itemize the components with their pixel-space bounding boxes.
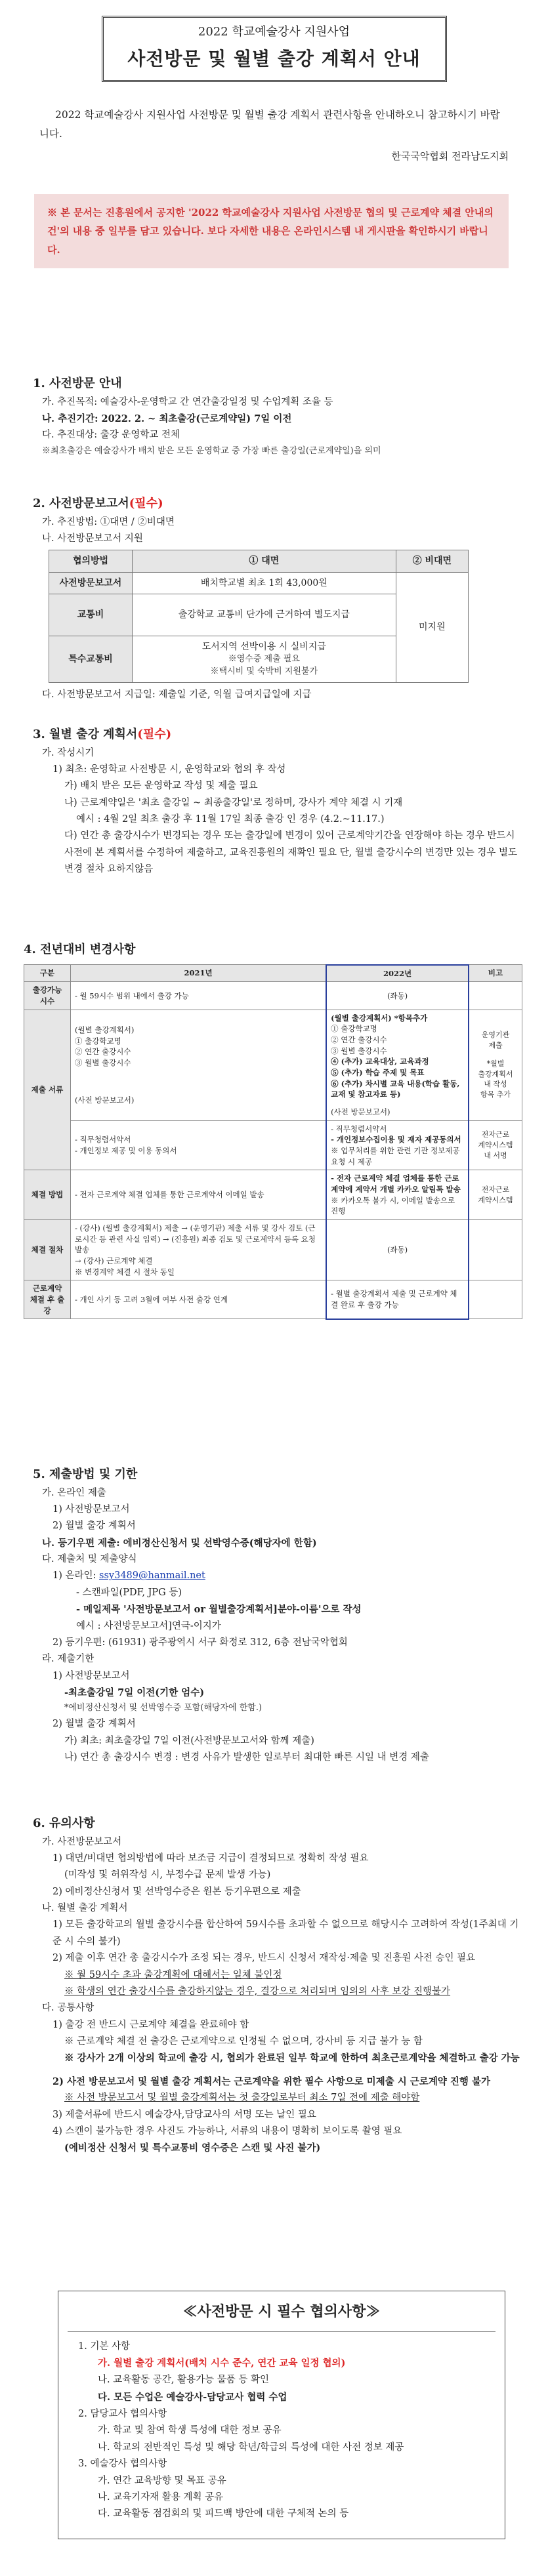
section-6-heading: 6. 유의사항: [33, 1816, 95, 1830]
title-box: [102, 16, 447, 82]
t2-cell: - (강사) (월별 출강계획서) 제출 → (운영기관) 제출 서류 및 강사 검토 (근로시간 등 관련 사실 입력) → (진흥원) 최종 검토 및 근로계약서 등록 요청 발송 → (강사) 근로계약 체결 ※ 변경계약 체결 시 절차 동일: [71, 1219, 327, 1280]
visit-report-table: [49, 550, 469, 683]
t1-row-label: 교통비: [49, 594, 133, 636]
t2-cell-2021-docs: (월별 출강계획서) ① 출강학교명 ② 연간 출강시수 ③ 월별 출강시수 (사전 방문보고서): [71, 1010, 327, 1120]
consultation-title: ≪사전방문 시 필수 협의사항≫: [182, 2303, 381, 2320]
section-3: [33, 724, 522, 878]
s5-item: 나) 연간 총 출강시수 변경 : 변경 사유가 발생한 일로부터 최대한 빠른 시일 내 변경 제출: [64, 1751, 429, 1763]
t2-note: 전자근로 계약시스템: [469, 1170, 522, 1220]
s6-item: 2) 사전 방문보고서 및 월별 출강 계획서는 근로계약을 위한 필수 사항으로 미제출 시 근로계약 진행 불가: [53, 2075, 490, 2087]
t2-cell: (좌동): [326, 982, 469, 1010]
section-5-heading: 5. 제출방법 및 기한: [33, 1467, 138, 1481]
s5-item: - 메일제목 '사전방문보고서 or 월별출강계획서]분야-이름'으로 작성: [76, 1604, 362, 1616]
t2-row-label: 체결 방법: [24, 1170, 71, 1220]
section-4-heading: 4. 전년대비 변경사항: [24, 943, 136, 956]
section-6: [33, 1813, 522, 2157]
document-page: [0, 16, 548, 2576]
t2-cell: - 월 59시수 범위 내에서 출강 가능: [71, 982, 327, 1010]
s6-item: 1) 모든 출강학교의 월별 출강시수를 합산하여 59시수를 초과할 수 없으므로 해당시수 고려하여 작성(1주최대 기준 시 수의 불가): [53, 1919, 519, 1947]
s5-item: 2) 등기우편: (61931) 광주광역시 서구 화정로 312, 6층 전남국악협회: [53, 1637, 348, 1648]
document-title: 사전방문 및 월별 출강 계획서 안내: [127, 47, 421, 70]
t2-row-label: 제출 서류: [24, 1010, 71, 1170]
document-subtitle: 2022 학교예술강사 지원사업: [198, 25, 350, 39]
t2-header: 구분: [24, 965, 71, 982]
s6-item: 4) 스캔이 불가능한 경우 사진도 가능하나, 서류의 내용이 명확히 보이도록 촬영 필요: [53, 2125, 402, 2136]
s6-item: (미작성 및 허위작성 시, 부정수급 문제 발생 가능): [64, 1870, 271, 1881]
t1-cell: 배치학교별 최초 1회 43,000원: [133, 572, 396, 594]
consult-item: 1. 기본 사항: [78, 2341, 131, 2352]
t1-header-face: ① 대면: [133, 550, 396, 572]
s6-item: 2) 에비정산신청서 및 선박영수증은 원본 등기우편으로 제출: [53, 1886, 301, 1897]
consult-item: 나. 교육기자재 활용 계획 공유: [98, 2491, 224, 2503]
t2-header: 비고: [469, 965, 522, 982]
signer: 한국국악협회 전라남도지회: [391, 150, 509, 163]
consult-item: 다. 모든 수업은 예술강사-담당교사 협력 수업: [98, 2391, 287, 2403]
s6-item: 2) 제출 이후 연간 총 출강시수가 조정 되는 경우, 반드시 신청서 재작성·제출 및 진흥원 사전 승인 필요: [53, 1953, 476, 1964]
consult-item: 나. 교육활동 공간, 활용가능 물품 등 확인: [98, 2375, 269, 2386]
changes-table: [24, 964, 522, 1320]
t2-cell: - 직무청렴서약서 - 개인정보 제공 및 이용 동의서: [71, 1120, 327, 1170]
s5-item: 2) 월별 출강 계획서: [53, 1719, 136, 1730]
s5-example: 예시 : 사전방문보고서]연극-이지가: [76, 1620, 221, 1631]
consult-item: 나. 학교의 전반적인 특성 및 해당 학년/학급의 특성에 대한 사전 정보 제공: [98, 2442, 404, 2453]
t1-header-method: 협의방법: [49, 550, 133, 572]
section-2: [33, 493, 522, 703]
s2-item-method: 가. 추진방법: ①대면 / ②비대면: [42, 516, 175, 527]
s1-item-target: 다. 추진대상: 출강 운영학교 전체: [42, 430, 180, 441]
s2-footer: 다. 사전방문보고서 지급일: 제출일 기준, 익월 급여지급일에 지급: [42, 689, 312, 700]
s5-item: 나. 등기우편 제출: 에비정산신청서 및 선박영수증(해당자에 한함): [42, 1537, 317, 1549]
s2-item-support: 나. 사전방문보고서 지원: [42, 533, 143, 544]
s6-item: ※ 월 59시수 초과 출강계획에 대해서는 일체 불인정: [64, 1969, 282, 1980]
t2-row-label: 체결 절차: [24, 1219, 71, 1280]
consult-item: 3. 예술강사 협의사항: [78, 2459, 167, 2470]
s3-item: 가) 배치 받은 모든 운영학교 작성 및 제출 필요: [64, 781, 258, 792]
s3-item: 나) 근로계약일은 '최초 출강일 ~ 최종출강일'로 정하며, 강사가 계약 체결 시 기재: [64, 797, 403, 808]
t2-cell: - 전자 근로계약 체결 업체를 통한 근로계약서 이메일 발송: [71, 1170, 327, 1220]
t2-note: [469, 1280, 522, 1319]
t2-header: 2021년: [71, 965, 327, 982]
section-4: [24, 939, 522, 1320]
consultation-list: [68, 2331, 495, 2527]
t1-row-label: 특수교통비: [49, 636, 133, 682]
s1-note: ※최초출강은 예술강사가 배치 받은 모든 운영학교 중 가장 빠른 출강일(근로계약일)을 의미: [42, 445, 381, 456]
s3-example: 예시 : 4월 2일 최초 출강 후 11월 17일 최종 출강 인 경우 (4.2.~11.17.): [76, 814, 385, 825]
s6-item: 가. 사전방문보고서: [42, 1836, 122, 1847]
t1-nonface-cell: 미지원: [396, 572, 468, 682]
consultation-box: [58, 2291, 505, 2539]
t2-note: 전자근로 계약시스템 내 서명: [469, 1120, 522, 1170]
t2-cell: (좌동): [326, 1219, 469, 1280]
s5-online: 1) 온라인: ssy3489@hanmail.net: [53, 1570, 205, 1582]
s6-item: ※ 근로계약 체결 전 출강은 근로계약으로 인정될 수 없으며, 강사비 등 지급 불가 능 함: [64, 2036, 423, 2047]
s5-item: 2) 월별 출강 계획서: [53, 1521, 136, 1532]
s5-item: 1) 사전방문보고서: [53, 1503, 130, 1515]
t1-row-label: 사전방문보고서: [49, 572, 133, 594]
t2-cell: - 월별 출강계획서 제출 및 근로계약 체결 완료 후 출강 가능: [326, 1280, 469, 1319]
consult-item: 가. 연간 교육방향 및 목표 공유: [98, 2475, 226, 2486]
s1-item-period: 나. 추진기간: 2022. 2. ~ 최초출강(근로계약일) 7일 이전: [42, 413, 292, 424]
t2-row-label: 근로계약 체결 후 출강: [24, 1280, 71, 1319]
s6-item: 다. 공통사항: [42, 2003, 95, 2014]
section-5: [33, 1464, 522, 1766]
t1-cell: 도서지역 선박이용 시 실비지급 ※영수증 제출 필요 ※택시비 및 숙박비 지원불가: [133, 636, 396, 682]
consult-item: 다. 교육활동 점검회의 및 피드백 방안에 대한 구체적 논의 등: [98, 2508, 349, 2520]
s5-item: 가. 온라인 제출: [42, 1487, 106, 1498]
s5-item: 1) 사전방문보고서: [53, 1670, 130, 1681]
t2-row-label: 출강가능 시수: [24, 982, 71, 1010]
t1-cell: 출강학교 교통비 단가에 근거하여 별도지급: [133, 594, 396, 636]
s5-item: 가) 최초: 최초출강일 7일 이전(사전방문보고서와 함께 제출): [64, 1735, 314, 1746]
t2-cell-2022-docs: (월별 출강계획서) *항목추가 ① 출강학교명 ② 연간 출강시수 ③ 월별 출강시수 ④ (추가) 교육대상, 교육과정 ⑤ (추가) 학습 주제 및 목표 ⑥ (추가) 차시별 교육 내용(학습 활동, 교재 및 참고자료 등) (사전 방문보고서): [326, 1010, 469, 1120]
email-link[interactable]: ssy3489@hanmail.net: [99, 1570, 205, 1582]
section-2-heading: 2. 사전방문보고서(필수): [33, 497, 163, 510]
s5-item: -최초출강일 7일 이전(기한 엄수): [64, 1687, 205, 1698]
s5-item: *에비정산신청서 및 선박영수증 포함(해당자에 한함.): [64, 1703, 263, 1713]
s6-item: 1) 출강 전 반드시 근로계약 체결을 완료해야 함: [53, 2019, 249, 2030]
t2-cell: - 직무청렴서약서 - 개인정보수집이용 및 재자 제공동의서 ※ 업무처리를 위한 관련 기관 정보제공 요청 시 제공: [326, 1120, 469, 1170]
s5-item: 다. 제출처 및 제출양식: [42, 1554, 137, 1564]
s6-item: ※ 사전 방문보고서 및 월별 출강계획서는 첫 출강일로부터 최소 7일 전에 제출 해야함: [64, 2093, 420, 2104]
s5-item: - 스캔파일(PDF, JPG 등): [76, 1587, 182, 1598]
t1-header-nonface: ② 비대면: [396, 550, 468, 572]
section-1-heading: 1. 사전방문 안내: [33, 377, 122, 390]
s1-item-purpose: 가. 추진목적: 예술강사-운영학교 간 연간출강일정 및 수업계획 조율 등: [42, 396, 333, 407]
s3-item: 가. 작성시기: [42, 747, 95, 758]
s6-item: ※ 학생의 연간 출강시수를 출강하지않는 경우, 결강으로 처리되며 임의의 사후 보강 진행불가: [64, 1986, 451, 1997]
consult-item: 가. 학교 및 참여 학생 특성에 대한 정보 공유: [98, 2425, 282, 2436]
t2-note: [469, 1219, 522, 1280]
s3-item: 다) 연간 총 출강시수가 변경되는 경우 또는 출강일에 변경이 있어 근로계약기간을 연장해야 하는 경우 반드시 사전에 본 계획서를 수정하여 제출하고, 교육진흥원의 재확인 필요 단, 월별 출강시수의 변경만 있는 경우 별도 변경 절차 요하지않음: [64, 830, 518, 875]
s6-item: (에비정산 신청서 및 특수교통비 영수증은 스캔 및 사진 불가): [64, 2142, 321, 2154]
consult-item: 가. 월별 출강 계획서(배치 시수 준수, 연간 교육 일정 협의): [98, 2357, 346, 2369]
s6-item: ※ 강사가 2개 이상의 학교에 출강 시, 협의가 완료된 일부 학교에 한하여 최초근로계약을 체결하고 출강 가능: [64, 2053, 520, 2064]
section-3-heading: 3. 월별 출강 계획서(필수): [33, 727, 172, 741]
s6-item: 나. 월별 출강 계획서: [42, 1903, 128, 1913]
t2-cell: - 개인 사기 등 고려 3월에 여부 사전 출강 연계: [71, 1280, 327, 1319]
t2-note: 운영기관 제출 *월별 출강계획서 내 작성 항목 추가: [469, 1010, 522, 1120]
s6-item: 1) 대면/비대면 협의방법에 따라 보조금 지급이 결정되므로 정확히 작성 필요: [53, 1852, 369, 1864]
intro-paragraph: 2022 학교예술강사 지원사업 사전방문 및 월별 출강 계획서 관련사항을 안내하오니 참고하시기 바랍니다.: [39, 108, 500, 140]
section-1: [33, 373, 522, 459]
t2-cell: - 전자 근로계약 체결 업체를 통한 근로계약에 계약서 개별 카카오 알림톡 발송 ※ 카카오톡 불가 시, 이메일 발송으로 진행: [326, 1170, 469, 1220]
t2-note: [469, 982, 522, 1010]
notice-box: ※ 본 문서는 진흥원에서 공지한 '2022 학교예술강사 지원사업 사전방문 협의 및 근로계약 체결 안내의 건'의 내용 중 일부를 담고 있습니다. 보다 자세한 내용은 온라인시스템 내 게시판을 확인하시기 바랍니다.: [34, 194, 509, 269]
t2-header: 2022년: [326, 965, 469, 982]
s3-item: 1) 최초: 운영학교 사전방문 시, 운영학교와 협의 후 작성: [53, 764, 286, 775]
consult-item: 2. 담당교사 협의사항: [78, 2409, 167, 2419]
s6-item: 3) 제출서류에 반드시 예술강사,담당교사의 서명 또는 날인 필요: [53, 2109, 316, 2120]
s5-item: 라. 제출기한: [42, 1654, 95, 1665]
